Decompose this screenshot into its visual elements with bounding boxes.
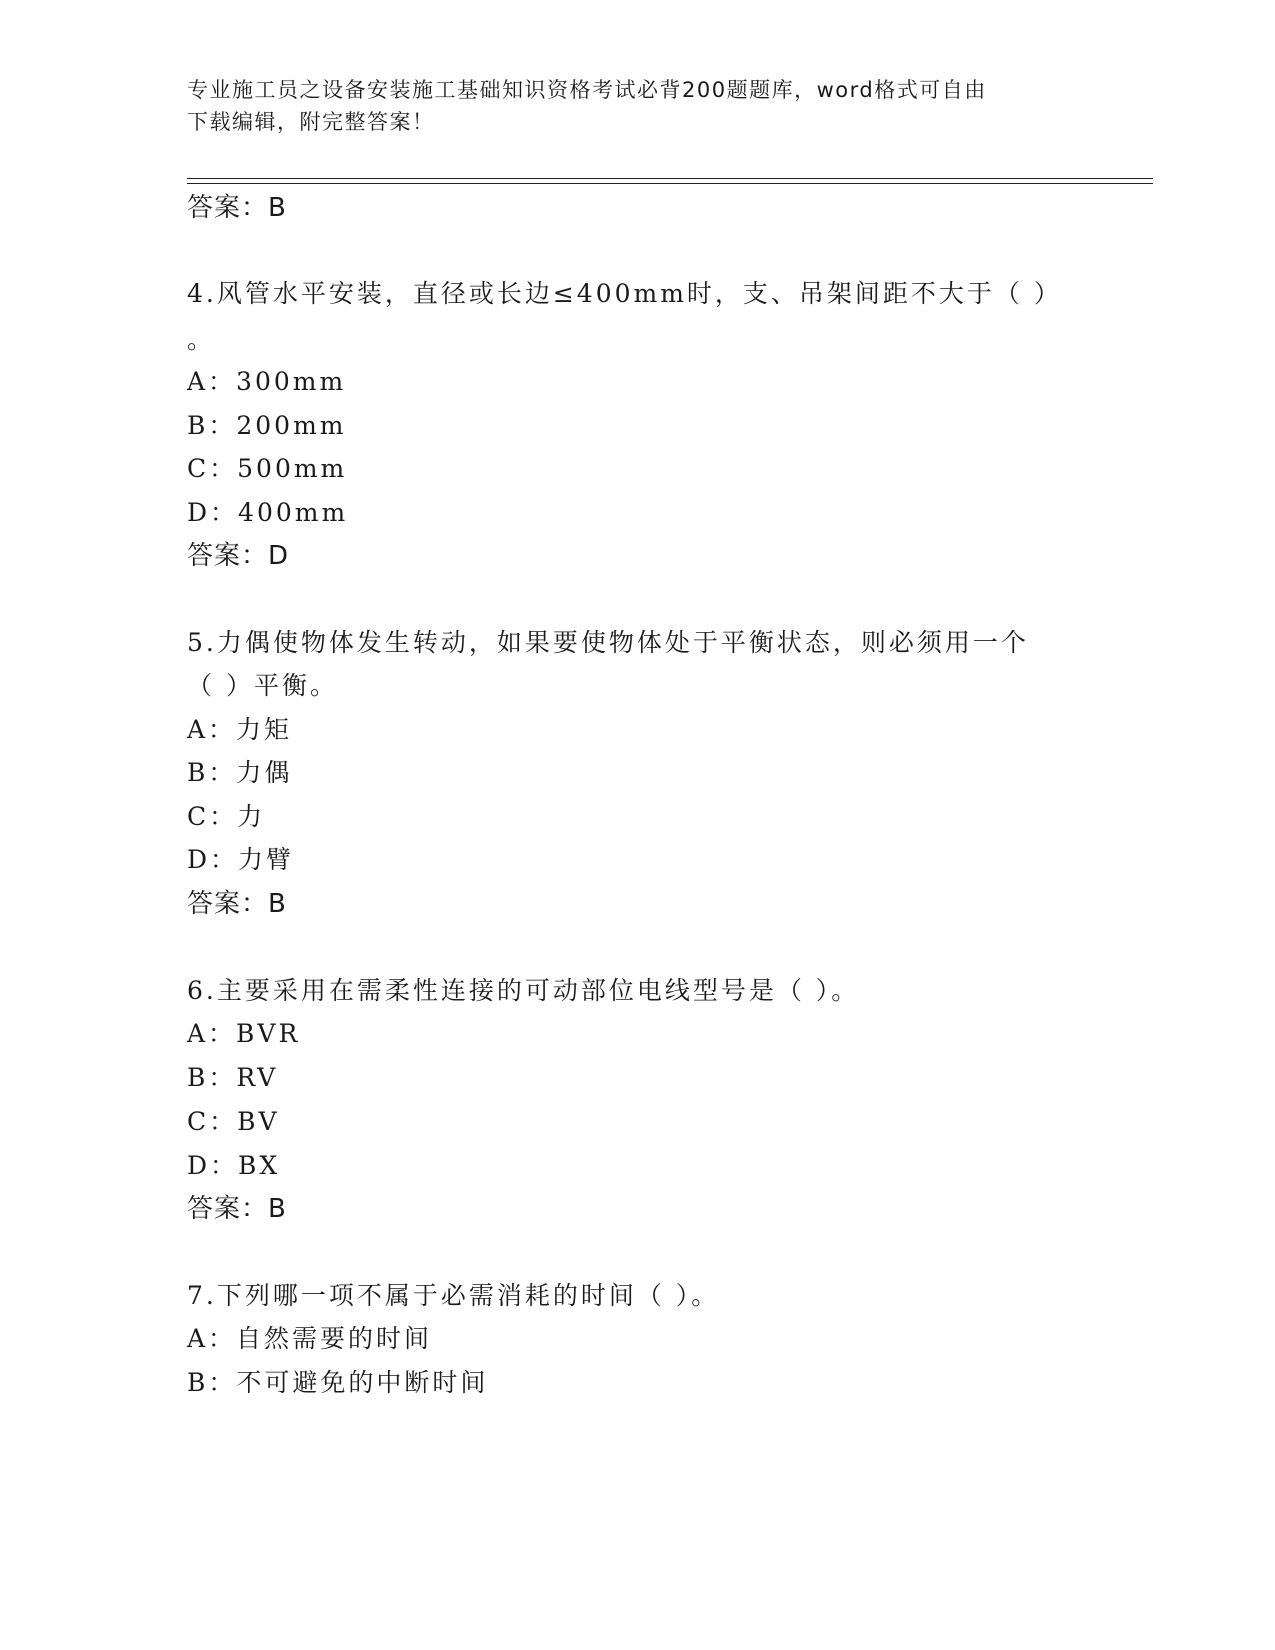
header-line-2: 下载编辑，附完整答案！: [187, 110, 435, 134]
question-5-option-b: B：力偶: [187, 758, 293, 787]
question-6-option-c: C：BV: [187, 1107, 280, 1136]
question-5-stem-line-2: （ ）平衡。: [187, 671, 338, 700]
previous-answer: 答案：B: [187, 193, 287, 223]
question-4-stem-line-2: 。: [187, 325, 216, 354]
question-6-answer: 答案：B: [187, 1194, 287, 1224]
header-line-1: 专业施工员之设备安装施工基础知识资格考试必背200题题库，word格式可自由: [187, 78, 987, 102]
question-5-option-c: C：力: [187, 802, 266, 831]
question-6-option-d: D：BX: [187, 1151, 281, 1180]
question-7-stem: 7.下列哪一项不属于必需消耗的时间（ ）。: [187, 1281, 720, 1310]
question-4-option-d: D：400mm: [187, 498, 349, 527]
question-6-stem: 6.主要采用在需柔性连接的可动部位电线型号是（ ）。: [187, 976, 860, 1005]
document-header: [187, 74, 1087, 138]
question-4-option-c: C：500mm: [187, 454, 348, 483]
question-4-option-a: A：300mm: [187, 367, 347, 396]
question-7-option-b: B：不可避免的中断时间: [187, 1368, 489, 1397]
question-4-answer: 答案：D: [187, 541, 290, 571]
question-4-option-b: B：200mm: [187, 411, 347, 440]
question-6-option-b: B：RV: [187, 1063, 279, 1092]
question-7-option-a: A：自然需要的时间: [187, 1324, 433, 1353]
question-5-option-d: D：力臂: [187, 845, 295, 874]
question-5-option-a: A：力矩: [187, 715, 293, 744]
question-4-stem-line-1: 4.风管水平安装，直径或长边≤400mm时，支、吊架间距不大于（ ）: [187, 279, 1062, 308]
question-5-stem-line-1: 5.力偶使物体发生转动，如果要使物体处于平衡状态，则必须用一个: [187, 628, 1029, 657]
question-5-answer: 答案：B: [187, 889, 287, 919]
header-rule-top: [187, 178, 1153, 179]
question-6-option-a: A：BVR: [187, 1019, 301, 1048]
header-rule-bottom: [187, 183, 1153, 184]
